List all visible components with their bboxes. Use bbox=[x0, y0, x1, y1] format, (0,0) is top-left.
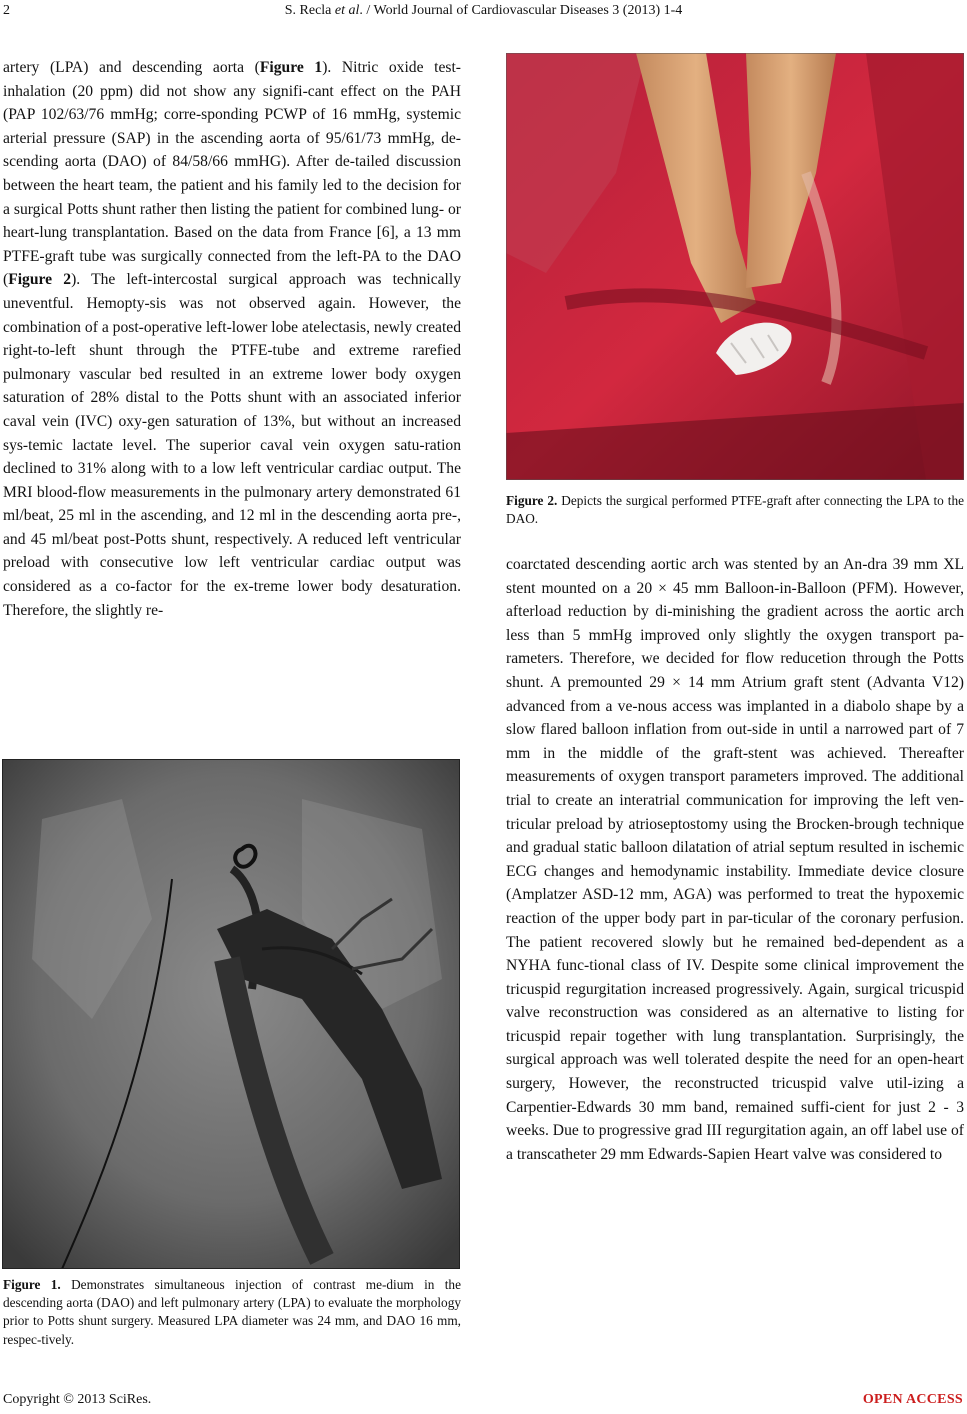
figure-2-label: Figure 2. bbox=[506, 493, 558, 508]
figure-2-caption bbox=[506, 492, 964, 528]
figure-1-angiogram bbox=[2, 759, 460, 1269]
figure-1-caption-text: Demonstrates simultaneous injection of contrast me-dium in the descending aorta (DAO) and left pulmonary artery (LPA) to evaluate the morphology prior to Potts shunt surgery. Measured LPA diameter was 24 mm, and DAO 16 mm, respec-tively. bbox=[3, 1277, 461, 1347]
page-footer bbox=[0, 1392, 967, 1412]
angiogram-image bbox=[2, 759, 460, 1269]
left-column-text bbox=[3, 56, 461, 622]
left-text-1: artery (LPA) and descending aorta ( bbox=[3, 59, 260, 76]
right-column-text bbox=[506, 553, 964, 1166]
figure-2-reference: Figure 2 bbox=[8, 271, 72, 289]
surgical-photo-image bbox=[506, 53, 964, 480]
left-text-2: ). Nitric oxide test-inhalation (20 ppm) did not show any signifi-cant effect on the PAH (PAP 102/63/76 mmHg; corre-sponding PCWP of 16 mmHg, systemic arterial pressure (SAP) in the ascending aorta of 95/61/73 mmHg, de-scending aorta (DAO) of 84/58/66 mmHG). After de-tailed discussion between the heart team, the patient and his family led to the decision for a surgical Potts shunt rather then listing the patient for combined lung- or heart-lung transplantation. Based on the data from France [6], a 13 mm PTFE-graft tube was surgically connected from the left-PA to the DAO ( bbox=[3, 59, 461, 289]
running-head-authors: S. Recla bbox=[284, 3, 332, 18]
figure-1-reference: Figure 1 bbox=[259, 59, 323, 76]
right-paragraph: coarctated descending aortic arch was stented by an An-dra 39 mm XL stent mounted on a 20 × 45 mm Balloon-in-Balloon (PFM). However, afterload reduction by di-minishing the gradient across the aortic arch less than 5 mmHg improved only slightly the oxygen transport pa-rameters. Therefore, we decided for flow reducetion through the Potts shunt. A premounted 29 × 14 mm Atrium graft stent (Advanta V12) advanced from a ve-nous access was implanted in a diabolo shape by a slow flared balloon inflation from out-side in until a narrowed part of 7 mm in the middle of the graft-stent was achieved. Thereafter measurements of oxygen transport parameters improved. The additional trial to create an interatrial communication for improving the left ven-tricular preload by atrioseptostomy using the Brocken-brough technique and gradual static balloon dilatation of atrial septum resulted in ischemic ECG changes and hemodynamic instability. Immediate device closure (Amplatzer ASD-12 mm, AGA) was performed to treat the hypoxemic reaction of the upper body part in par-ticular of the coronary perfusion. The patient recovered slowly but he remained bed-dependent as a NYHA func-tional class of IV. Despite some clinical improvement the tricuspid regurgitation increased progressively. Again, surgical tricuspid valve reconstruction was considered as an alternative to listing for tricuspid repair together with lung transplantation. Surprisingly, the surgical approach was well tolerated despite the need for an open-heart surgery, However, the reconstructed tricuspid valve util-izing a Carpentier-Edwards 30 mm band, remained suffi-cient for just 2 - 3 weeks. Due to progressive grad III regurgitation again, an off label use of a transcatheter 29 mm Edwards-Sapien Heart valve was considered to bbox=[506, 556, 964, 1163]
figure-2-caption-text: Depicts the surgical performed PTFE-graft after connecting the LPA to the DAO. bbox=[506, 493, 964, 527]
copyright-notice: Copyright © 2013 SciRes. bbox=[3, 1392, 152, 1407]
running-head-journal: . / World Journal of Cardiovascular Diseases 3 (2013) 1-4 bbox=[359, 3, 683, 18]
figure-1-label: Figure 1. bbox=[3, 1277, 61, 1292]
left-text-3: ). The left-intercostal surgical approach was technically uneventful. Hemopty-sis was not observed again. However, the combination of a post-operative left-lower lobe atelectasis, newly created right-to-left shunt through the PTFE-tube and extreme rarefied pulmonary vascular bed resulted in an extreme lower body oxygen saturation of 28% distal to the Potts shunt with an associated inferior caval vein (IVC) oxy-gen saturation of 13%, but without an increased sys-temic lactate level. The superior caval vein oxygen satu-ration declined to 31% along with to a low left ventricular cardiac output. The MRI blood-flow measurements in the pulmonary artery demonstrated 61 ml/beat, 25 ml in the ascending, and 12 ml in the descending aorta pre-, and 45 ml/beat post-Potts shunt, respectively. A reduced left ventricular preload with consecutive low left ventricular cardiac output was considered as a co-factor for the ex-treme lower body desaturation. Therefore, the slightly re- bbox=[3, 271, 461, 619]
page-number: 2 bbox=[3, 3, 10, 18]
page-header bbox=[0, 0, 967, 30]
figure-1-caption bbox=[3, 1276, 461, 1349]
running-head bbox=[0, 2, 967, 20]
left-paragraph bbox=[3, 56, 461, 622]
running-head-et-al: et al bbox=[334, 3, 360, 18]
open-access-label: OPEN ACCESS bbox=[862, 1392, 963, 1407]
figure-2-surgical-photo bbox=[506, 53, 964, 480]
